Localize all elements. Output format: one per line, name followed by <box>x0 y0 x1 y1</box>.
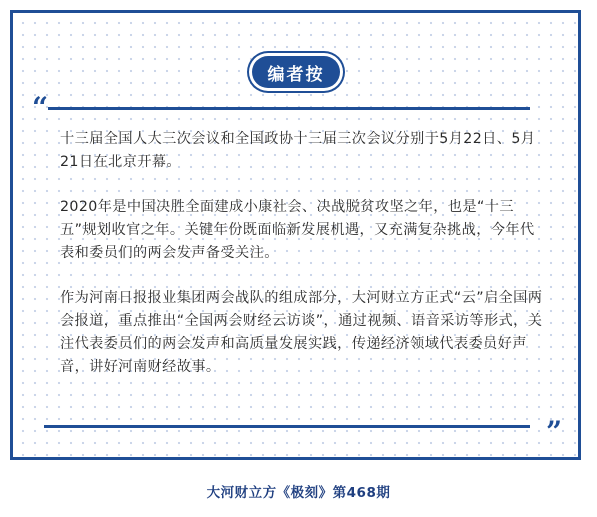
paragraph-2: 2020年是中国决胜全面建成小康社会、决战脱贫攻坚之年，也是“十三五”规划收官之年。关键年份既面临新发展机遇，又充满复杂挑战，今年代表和委员们的两会发声备受关注。 <box>60 199 535 261</box>
editor-note-body <box>60 128 546 401</box>
paragraph-1: 十三届全国人大三次会议和全国政协十三届三次会议分别于5月22日、5月21日在北京开幕。 <box>60 131 536 170</box>
top-divider <box>48 107 530 110</box>
paragraph-3: 作为河南日报报业集团两会战队的组成部分，大河财立方正式“云”启全国两会报道，重点推出“全国两会财经云访谈”，通过视频、语音采访等形式，关注代表委员们的两会发声和高质量发展实践，传递经济领域代表委员好声音，讲好河南财经故事。 <box>60 290 543 375</box>
close-quote-icon: ” <box>546 415 563 448</box>
open-quote-icon: “ <box>32 91 49 124</box>
bottom-divider <box>44 425 530 428</box>
editor-note-badge: 编者按 <box>252 56 340 88</box>
issue-caption: 大河财立方《极刻》第468期 <box>206 485 391 501</box>
